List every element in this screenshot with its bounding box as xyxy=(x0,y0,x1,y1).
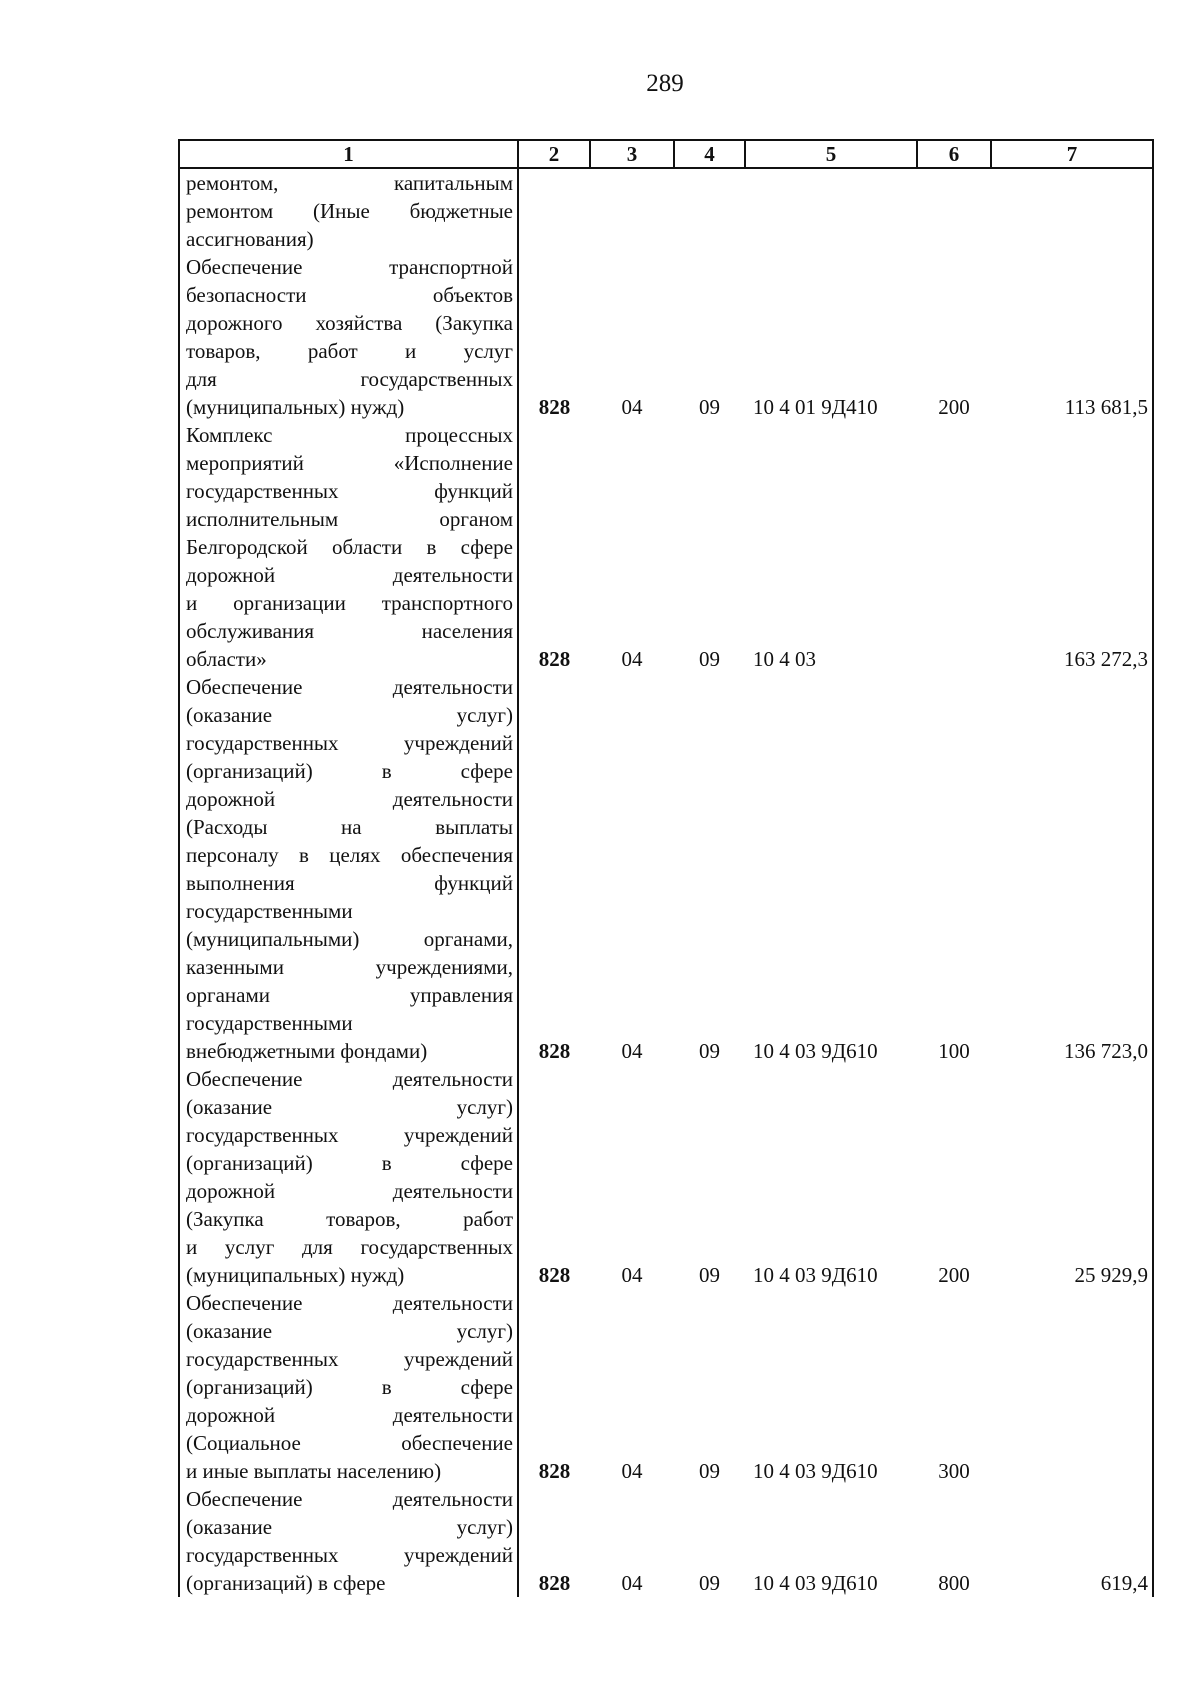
description-line: персоналу в целях обеспечения xyxy=(186,843,513,867)
description-line: (оказание услуг) xyxy=(186,703,513,727)
budget-table xyxy=(178,139,1154,1597)
row-target-article: 10 4 03 9Д610 xyxy=(753,1459,878,1483)
row-target-article: 10 4 03 9Д610 xyxy=(753,1571,878,1595)
description-line: дорожной деятельности xyxy=(186,1403,513,1427)
description-line: (организаций) в сфере xyxy=(186,1375,513,1399)
description-line: Комплекс процессных xyxy=(186,423,513,447)
row-section: 04 xyxy=(621,1459,643,1483)
description-line: ремонтом (Иные бюджетные xyxy=(186,199,513,223)
header-col-7: 7 xyxy=(991,140,1153,168)
row-amount: 113 681,5 xyxy=(991,253,1153,421)
row-amount xyxy=(991,168,1153,253)
row-amount xyxy=(991,1289,1153,1485)
description-line: казенными учреждениями, xyxy=(186,955,513,979)
page-number: 289 xyxy=(646,70,684,97)
description-line: и услуг для государственных xyxy=(186,1235,513,1259)
description-line: государственных учреждений xyxy=(186,731,513,755)
row-expense-type xyxy=(917,168,991,253)
description-line: (организаций) в сфере xyxy=(186,1151,513,1175)
description-line: (Расходы на выплаты xyxy=(186,815,513,839)
description-line: Обеспечение деятельности xyxy=(186,1487,513,1511)
row-description xyxy=(179,253,518,421)
description-line: органами управления xyxy=(186,983,513,1007)
description-line: (муниципальных) нужд) xyxy=(186,1263,405,1287)
description-line: Обеспечение деятельности xyxy=(186,1067,513,1091)
description-line: ассигнования) xyxy=(186,227,314,251)
row-subsection: 09 xyxy=(699,1459,720,1483)
table-row xyxy=(179,253,1153,421)
description-line: мероприятий «Исполнение xyxy=(186,451,513,475)
description-line: государственных учреждений xyxy=(186,1347,513,1371)
description-line: (Закупка товаров, работ xyxy=(186,1207,513,1231)
header-col-2: 2 xyxy=(518,140,590,168)
description-line: (оказание услуг) xyxy=(186,1515,513,1539)
description-line: (оказание услуг) xyxy=(186,1319,513,1343)
row-description xyxy=(179,1065,518,1289)
description-line: государственных учреждений xyxy=(186,1123,513,1147)
table-row xyxy=(179,673,1153,1065)
row-admin-code xyxy=(518,168,590,253)
row-expense-type: 100 xyxy=(938,1039,970,1063)
description-line: государственных функций xyxy=(186,479,513,503)
row-section: 04 xyxy=(621,1263,643,1287)
row-target-article xyxy=(745,168,917,253)
row-expense-type xyxy=(917,421,991,673)
table-row xyxy=(179,1485,1153,1597)
row-subsection xyxy=(674,168,745,253)
description-line: и иные выплаты населению) xyxy=(186,1459,442,1483)
description-line: ремонтом, капитальным xyxy=(186,171,513,195)
description-line: Белгородской области в сфере xyxy=(186,535,513,559)
description-line: для государственных xyxy=(186,367,513,391)
row-description xyxy=(179,1289,518,1485)
table-row xyxy=(179,168,1153,253)
description-line: государственными xyxy=(186,1011,353,1035)
table-body xyxy=(179,168,1153,1597)
header-col-4: 4 xyxy=(674,140,745,168)
table-header-row xyxy=(179,140,1153,168)
description-line: (муниципальными) органами, xyxy=(186,927,513,951)
row-subsection: 09 xyxy=(699,647,720,671)
header-col-5: 5 xyxy=(745,140,917,168)
row-expense-type: 300 xyxy=(938,1459,970,1483)
row-section xyxy=(590,168,674,253)
description-line: обслуживания населения xyxy=(186,619,513,643)
header-col-1: 1 xyxy=(179,140,518,168)
description-line: (муниципальных) нужд) xyxy=(186,395,405,419)
description-line: государственных учреждений xyxy=(186,1543,513,1567)
row-description xyxy=(179,421,518,673)
description-line: Обеспечение транспортной xyxy=(186,255,513,279)
description-line: Обеспечение деятельности xyxy=(186,675,513,699)
row-admin-code: 828 xyxy=(538,1571,571,1595)
row-admin-code: 828 xyxy=(538,647,571,671)
row-description xyxy=(179,1485,518,1597)
description-line: области» xyxy=(186,647,267,671)
row-admin-code: 828 xyxy=(538,1039,571,1063)
description-line: дорожного хозяйства (Закупка xyxy=(186,311,513,335)
table-row xyxy=(179,1065,1153,1289)
row-description xyxy=(179,673,518,1065)
row-admin-code: 828 xyxy=(538,1459,571,1483)
row-section: 04 xyxy=(621,647,643,671)
description-line: дорожной деятельности xyxy=(186,787,513,811)
description-line: безопасности объектов xyxy=(186,283,513,307)
row-target-article: 10 4 03 9Д610 xyxy=(753,1039,878,1063)
description-line: исполнительным органом xyxy=(186,507,513,531)
row-section: 04 xyxy=(621,395,643,419)
row-expense-type: 200 xyxy=(938,1263,970,1287)
description-line: (организаций) в сфере xyxy=(186,1571,386,1595)
header-col-6: 6 xyxy=(917,140,991,168)
row-subsection: 09 xyxy=(699,395,720,419)
row-amount: 619,4 xyxy=(991,1485,1153,1597)
header-col-3: 3 xyxy=(590,140,674,168)
row-section: 04 xyxy=(621,1039,643,1063)
table-row xyxy=(179,421,1153,673)
description-line: товаров, работ и услуг xyxy=(186,339,513,363)
description-line: выполнения функций xyxy=(186,871,513,895)
row-expense-type: 800 xyxy=(938,1571,970,1595)
description-line: и организации транспортного xyxy=(186,591,513,615)
description-line: (организаций) в сфере xyxy=(186,759,513,783)
row-target-article: 10 4 03 9Д610 xyxy=(753,1263,878,1287)
row-amount: 163 272,3 xyxy=(991,421,1153,673)
row-admin-code: 828 xyxy=(538,395,571,419)
description-line: государственными xyxy=(186,899,353,923)
row-amount: 136 723,0 xyxy=(991,673,1153,1065)
row-expense-type: 200 xyxy=(938,395,970,419)
row-subsection: 09 xyxy=(699,1039,720,1063)
description-line: дорожной деятельности xyxy=(186,1179,513,1203)
row-description xyxy=(179,168,518,253)
description-line: (оказание услуг) xyxy=(186,1095,513,1119)
description-line: внебюджетными фондами) xyxy=(186,1039,428,1063)
row-target-article: 10 4 01 9Д410 xyxy=(753,395,878,419)
row-subsection: 09 xyxy=(699,1571,720,1595)
row-amount: 25 929,9 xyxy=(991,1065,1153,1289)
description-line: Обеспечение деятельности xyxy=(186,1291,513,1315)
table-row xyxy=(179,1289,1153,1485)
row-subsection: 09 xyxy=(699,1263,720,1287)
row-target-article: 10 4 03 xyxy=(753,647,816,671)
row-section: 04 xyxy=(621,1571,643,1595)
row-admin-code: 828 xyxy=(538,1263,571,1287)
description-line: дорожной деятельности xyxy=(186,563,513,587)
description-line: (Социальное обеспечение xyxy=(186,1431,513,1455)
